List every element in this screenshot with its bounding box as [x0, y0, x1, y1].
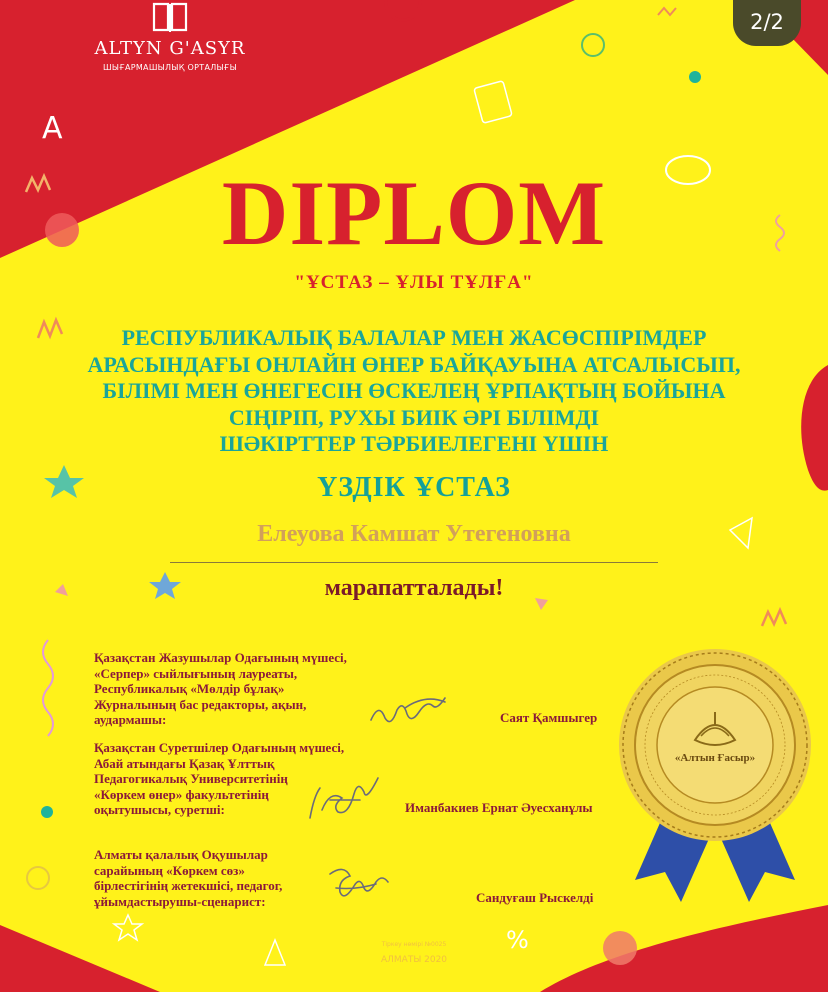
seal-center-text: «Алтын Ғасыр»: [674, 752, 756, 764]
reason-line: АРАСЫНДАҒЫ ОНЛАЙН ӨНЕР БАЙҚАУЫНА АТСАЛЫСЫП,: [87, 351, 741, 377]
signatory-2-signature: [300, 770, 400, 830]
signatory-1-name: Саят Қамшыгер: [500, 710, 598, 725]
recipient-name: Елеуова Камшат Утегеновна: [257, 521, 571, 547]
signatory-3-signature: [322, 858, 402, 904]
signatory-1-title: Қазақстан Жазушылар Одағының мүшесі, «Серпер» сыйлығының лауреаты, Республикалық «Мөлдір бұлақ» Журналының бас редакторы, ақын, аудармашы:: [94, 650, 347, 727]
reason-line: БІЛІМІ МЕН ӨНЕГЕСІН ӨСКЕЛЕҢ ҰРПАҚТЫҢ БОЙЫНА: [102, 378, 726, 403]
page-indicator: 2/2: [733, 0, 801, 46]
footer-city-year: АЛМАТЫ 2020: [380, 955, 448, 965]
diploma-subtitle: "ҰСТАЗ – ҰЛЫ ТҰЛҒА": [294, 272, 534, 293]
award-name: ҮЗДІК ҰСТАЗ: [317, 472, 511, 503]
signatory-2-title: Қазақстан Суретшілер Одағының мүшесі, Абай атындағы Қазақ Ұлттық Педагогикалық Университетінің «Көркем өнер» факультетінің оқытушысы, суретші:: [94, 740, 345, 817]
logo-name: ALTYN G'ASYR: [94, 38, 246, 59]
svg-text:A: A: [42, 111, 63, 146]
reason-line: РЕСПУБЛИКАЛЫҚ БАЛАЛАР МЕН ЖАСӨСПІРІМДЕР: [121, 325, 707, 350]
award-reason: [0, 325, 828, 458]
footer-registration: Тіркеу нөмірі №0025: [381, 941, 447, 948]
signatory-1-signature: [365, 688, 465, 732]
recipient-underline: [170, 562, 658, 563]
book-logo-icon: [150, 0, 190, 34]
gold-seal-icon: [615, 640, 815, 915]
signatory-2-name: Иманбакиев Ернат Әуесханұлы: [405, 800, 593, 815]
svg-text:%: %: [506, 926, 529, 954]
diploma-title: DIPLOM: [221, 162, 607, 264]
signatory-3-title: Алматы қалалық Оқушылар сарайының «Көркем сөз» бірлестігінің жетекшісі, педагог, ұйымдастырушы-сценарист:: [94, 847, 283, 909]
signatory-3-name: Сандуғаш Рыскелді: [476, 890, 594, 905]
reason-line: ШӘКІРТТЕР ТӘРБИЕЛЕГЕНІ ҮШІН: [219, 431, 609, 456]
logo-subtitle: ШЫҒАРМАШЫЛЫҚ ОРТАЛЫҒЫ: [103, 63, 237, 72]
awarded-text: марапатталады!: [324, 575, 504, 601]
reason-line: СІҢІРІП, РУХЫ БИІК ӘРІ БІЛІМДІ: [228, 404, 600, 430]
